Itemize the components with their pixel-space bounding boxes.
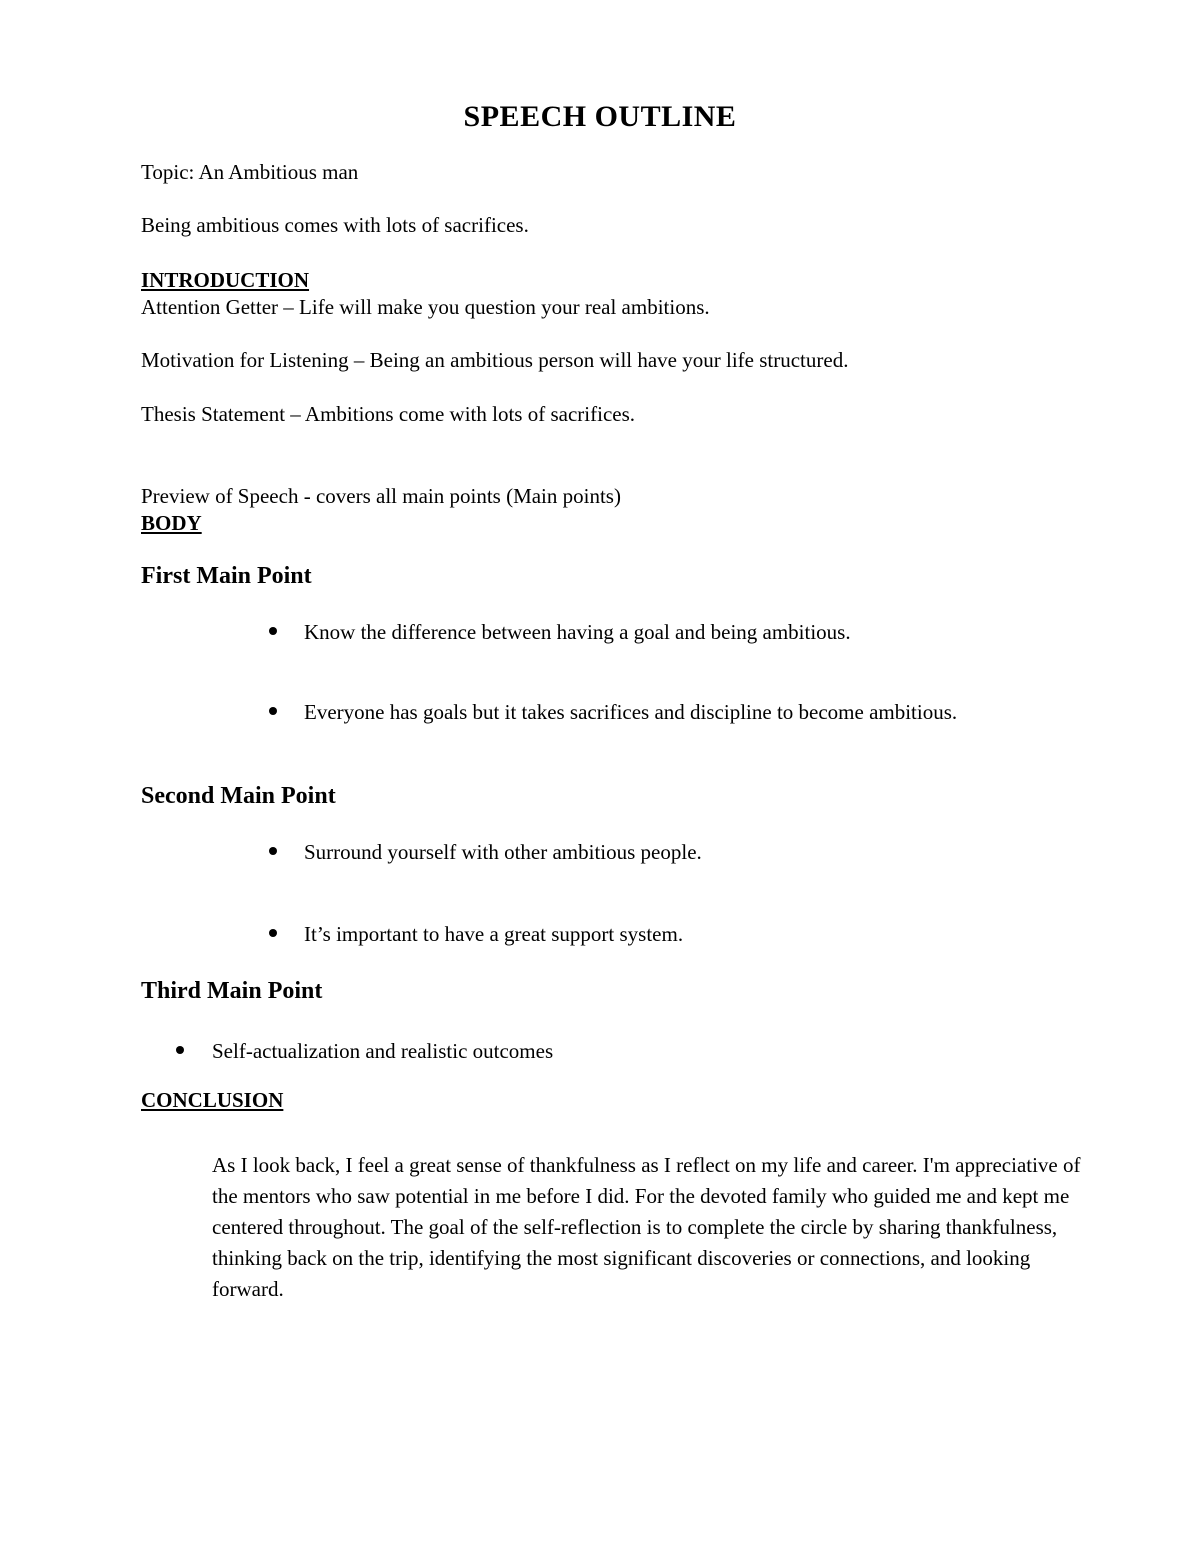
body-label: BODY [141, 511, 202, 535]
first-point-bullet-1: Know the difference between having a goal and being ambitious. [304, 620, 851, 644]
introduction-label: INTRODUCTION [141, 268, 310, 292]
first-point-bullet-2: Everyone has goals but it takes sacrifices and discipline to become ambitious. [304, 700, 958, 724]
attention-getter: Attention Getter – Life will make you question your real ambitions. [141, 295, 710, 319]
topic-line: Topic: An Ambitious man [141, 160, 359, 184]
preview-of-speech: Preview of Speech - covers all main points (Main points) [141, 484, 621, 508]
bullet-icon [269, 627, 277, 635]
thesis-statement: Thesis Statement – Ambitions come with lots of sacrifices. [141, 402, 636, 426]
bullet-icon [269, 847, 277, 855]
conclusion-label: CONCLUSION [141, 1088, 284, 1112]
document-title: SPEECH OUTLINE [463, 100, 737, 133]
third-main-point-heading: Third Main Point [141, 978, 323, 1004]
bullet-icon [269, 707, 277, 715]
third-point-bullet-1: Self-actualization and realistic outcomes [212, 1039, 554, 1063]
conclusion-paragraph: As I look back, I feel a great sense of thankfulness as I reflect on my life and career. I'm appreciative of the mentors who saw potential in me before I did. For the devoted family who guided me and kept me centered throughout. The goal of the self-reflection is to complete the circle by sharing thankfulness, thinking back on the trip, identifying the most significant discoveries or connections, and looking forward. [212, 1153, 1081, 1301]
second-main-point-heading: Second Main Point [141, 783, 336, 809]
lead-sentence: Being ambitious comes with lots of sacrifices. [141, 213, 529, 237]
first-main-point-heading: First Main Point [141, 563, 312, 589]
bullet-icon [176, 1046, 184, 1054]
second-point-bullet-1: Surround yourself with other ambitious people. [304, 840, 702, 864]
motivation-for-listening: Motivation for Listening – Being an ambitious person will have your life structured. [141, 348, 849, 372]
second-point-bullet-2: It’s important to have a great support system. [304, 922, 684, 946]
bullet-icon [269, 929, 277, 937]
